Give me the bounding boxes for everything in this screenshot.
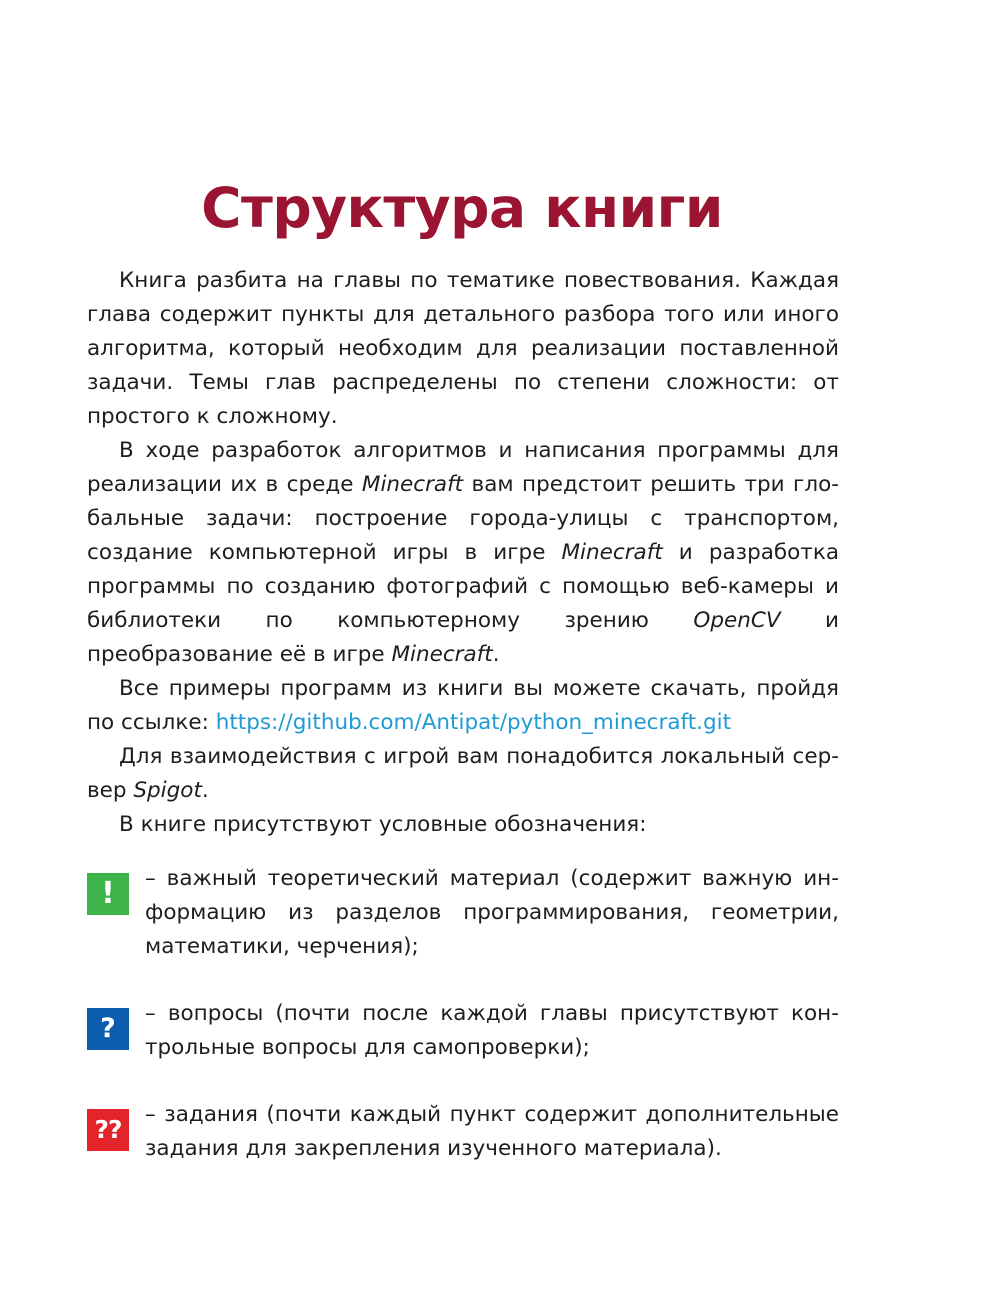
body-text: [87, 264, 839, 842]
paragraph-intro: Книга разбита на главы по тематике повествования. Каждая глава содержит пункты для детального разбора того или иного алгоритма, который необходим для реализации поставленной задачи. Темы глав распределены по степени сложности: от простого к сложному.: [87, 268, 839, 429]
term-minecraft: Minecraft: [361, 472, 464, 497]
text-run: и преобразование её в игре: [87, 608, 840, 667]
paragraph-download: [87, 672, 839, 740]
text-run: В ходе разработок алгоритмов и написания программы для реализации их в среде: [87, 438, 839, 497]
legend-text: – важный теоретический материал (содержит важную информацию из разделов программирования, геометрии, математики, черчения);: [145, 866, 839, 959]
paragraph-server: [87, 740, 839, 808]
text-run: Все примеры программ из книги вы можете скачать, пройдя по ссылке:: [87, 676, 839, 735]
double-question-icon: ??: [87, 1109, 129, 1151]
paragraph-tasks: [87, 434, 839, 672]
github-link[interactable]: https://github.com/Antipat/python_minecraft.git: [215, 710, 732, 735]
legend-text: – вопросы (почти после каждой главы присутствуют контрольные вопросы для самопроверки);: [145, 1001, 839, 1060]
term-opencv: OpenCV: [693, 608, 781, 633]
text-run: .: [492, 642, 500, 667]
exclamation-icon: !: [87, 873, 129, 915]
text-run: вам предстоит решить три глобальные задачи: построение города-улицы с транспортом, создание компьютерной игры в игре: [87, 472, 839, 565]
legend-item-questions: [87, 997, 839, 1065]
term-spigot: Spigot: [133, 778, 202, 803]
text-run: и разработка программы по созданию фотографий с помощью веб-камеры и библиотеки по компьютерному зрению: [87, 540, 839, 633]
legend-item-important: [87, 862, 839, 964]
term-minecraft: Minecraft: [561, 540, 663, 565]
legend-text: – задания (почти каждый пункт содержит дополнительные задания для закрепления изученного материала).: [145, 1102, 839, 1161]
text-run: Для взаимодействия с игрой вам понадобится локальный сервер: [87, 744, 839, 803]
text-run: .: [201, 778, 209, 803]
legend-item-tasks: [87, 1098, 839, 1166]
page-title: Структура книги: [201, 176, 723, 240]
term-minecraft: Minecraft: [391, 642, 493, 667]
paragraph-legend-intro: В книге присутствуют условные обозначения:: [119, 812, 647, 837]
question-icon: ?: [87, 1008, 129, 1050]
